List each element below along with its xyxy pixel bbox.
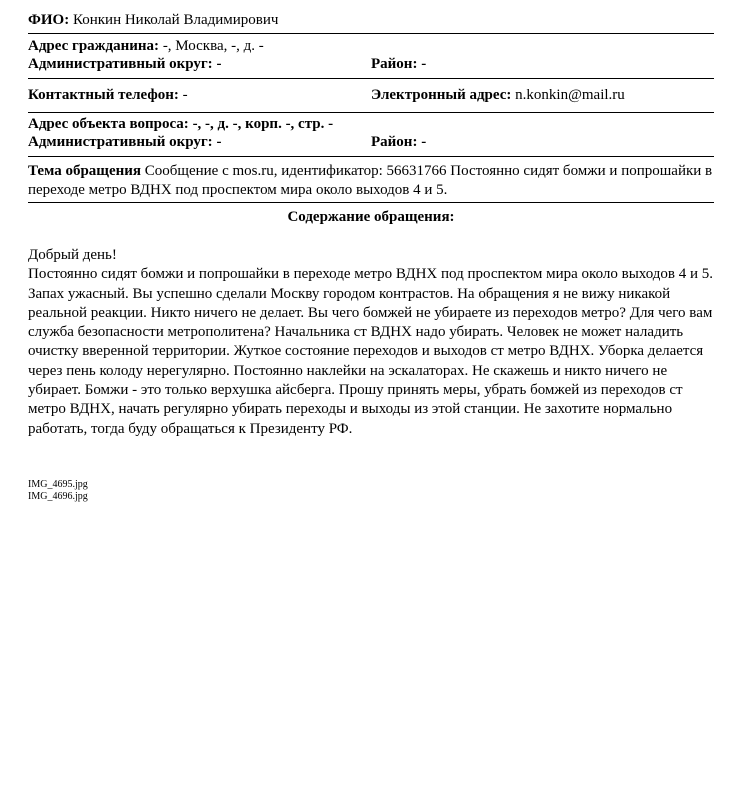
citizen-address-value: -, Москва, -, д. - bbox=[159, 38, 264, 54]
attachments-list bbox=[28, 479, 714, 503]
object-district-field bbox=[371, 133, 714, 151]
email-value: n.konkin@mail.ru bbox=[511, 87, 625, 103]
content-body: Добрый день! Постоянно сидят бомжи и попрошайки в переходе метро ВДНХ под проспектом мира около выходов 4 и 5. Запах ужасный. Вы успешно сделали Москву городом контрастов. На обращения я не вижу никакой реальной реакции. Никто ничего не делает. Вы чего бомжей не убираете из переходов метро? Для чего вам служба безопасности метрополитена? Начальника ст ВДНХ надо убирать. Человек не может наладить очистку вверенной территории. Жуткое состояние переходов и выходов ст метро ВДНХ. Уборка делается через пень колоду нерегулярно. Постоянно наклейки на эскалаторах. Не скажешь и никто ничего не убирает. Бомжи - это только верхушка айсберга. Прошу принять меры, убрать бомжей из переходов ст метро ВДНХ, начать регулярно убирать переходы и выходы из этой станции. Не захотите нормально работать, тогда буду обращаться к Президенту РФ. bbox=[28, 247, 714, 437]
district-label: Район: bbox=[371, 56, 418, 72]
admin-district-value: - bbox=[212, 56, 222, 72]
fio-value: Конкин Николай Владимирович bbox=[69, 12, 279, 28]
contact-section bbox=[28, 79, 714, 112]
topic-label: Тема обращения bbox=[28, 163, 142, 179]
object-admin-district-label: Административный округ: bbox=[28, 134, 213, 150]
citizen-address-label: Адрес гражданина: bbox=[28, 38, 160, 54]
object-address-field bbox=[28, 115, 333, 133]
content-title: Содержание обращения: bbox=[287, 209, 455, 225]
admin-district-field bbox=[28, 55, 371, 73]
email-field bbox=[371, 86, 714, 104]
email-label: Электронный адрес: bbox=[371, 87, 512, 103]
object-admin-district-field bbox=[28, 133, 371, 151]
district-value: - bbox=[417, 56, 427, 72]
object-address-section bbox=[28, 113, 714, 156]
attachment-item[interactable]: IMG_4696.jpg bbox=[28, 490, 88, 502]
topic-value: Сообщение с mos.ru, идентификатор: 56631766 Постоянно сидят бомжи и попрошайки в переходе метро ВДНХ под проспектом мира около выходов 4 и 5. bbox=[28, 163, 713, 198]
citizen-address-section bbox=[28, 34, 714, 78]
fio-section bbox=[28, 10, 714, 33]
object-district-label: Район: bbox=[371, 134, 418, 150]
attachment-item[interactable]: IMG_4695.jpg bbox=[28, 478, 88, 490]
fio-label: ФИО: bbox=[28, 12, 70, 28]
district-field bbox=[371, 55, 714, 73]
appeal-document bbox=[28, 10, 714, 503]
phone-field bbox=[28, 86, 371, 104]
phone-value: - bbox=[178, 87, 188, 103]
phone-label: Контактный телефон: bbox=[28, 87, 179, 103]
citizen-address-field bbox=[28, 37, 264, 55]
fio-field bbox=[28, 11, 278, 29]
object-admin-district-value: - bbox=[212, 134, 222, 150]
topic-section bbox=[28, 157, 714, 202]
object-district-value: - bbox=[417, 134, 427, 150]
object-address-value: -, -, д. -, корп. -, стр. - bbox=[188, 116, 334, 132]
object-address-label: Адрес объекта вопроса: bbox=[28, 116, 189, 132]
admin-district-label: Административный округ: bbox=[28, 56, 213, 72]
